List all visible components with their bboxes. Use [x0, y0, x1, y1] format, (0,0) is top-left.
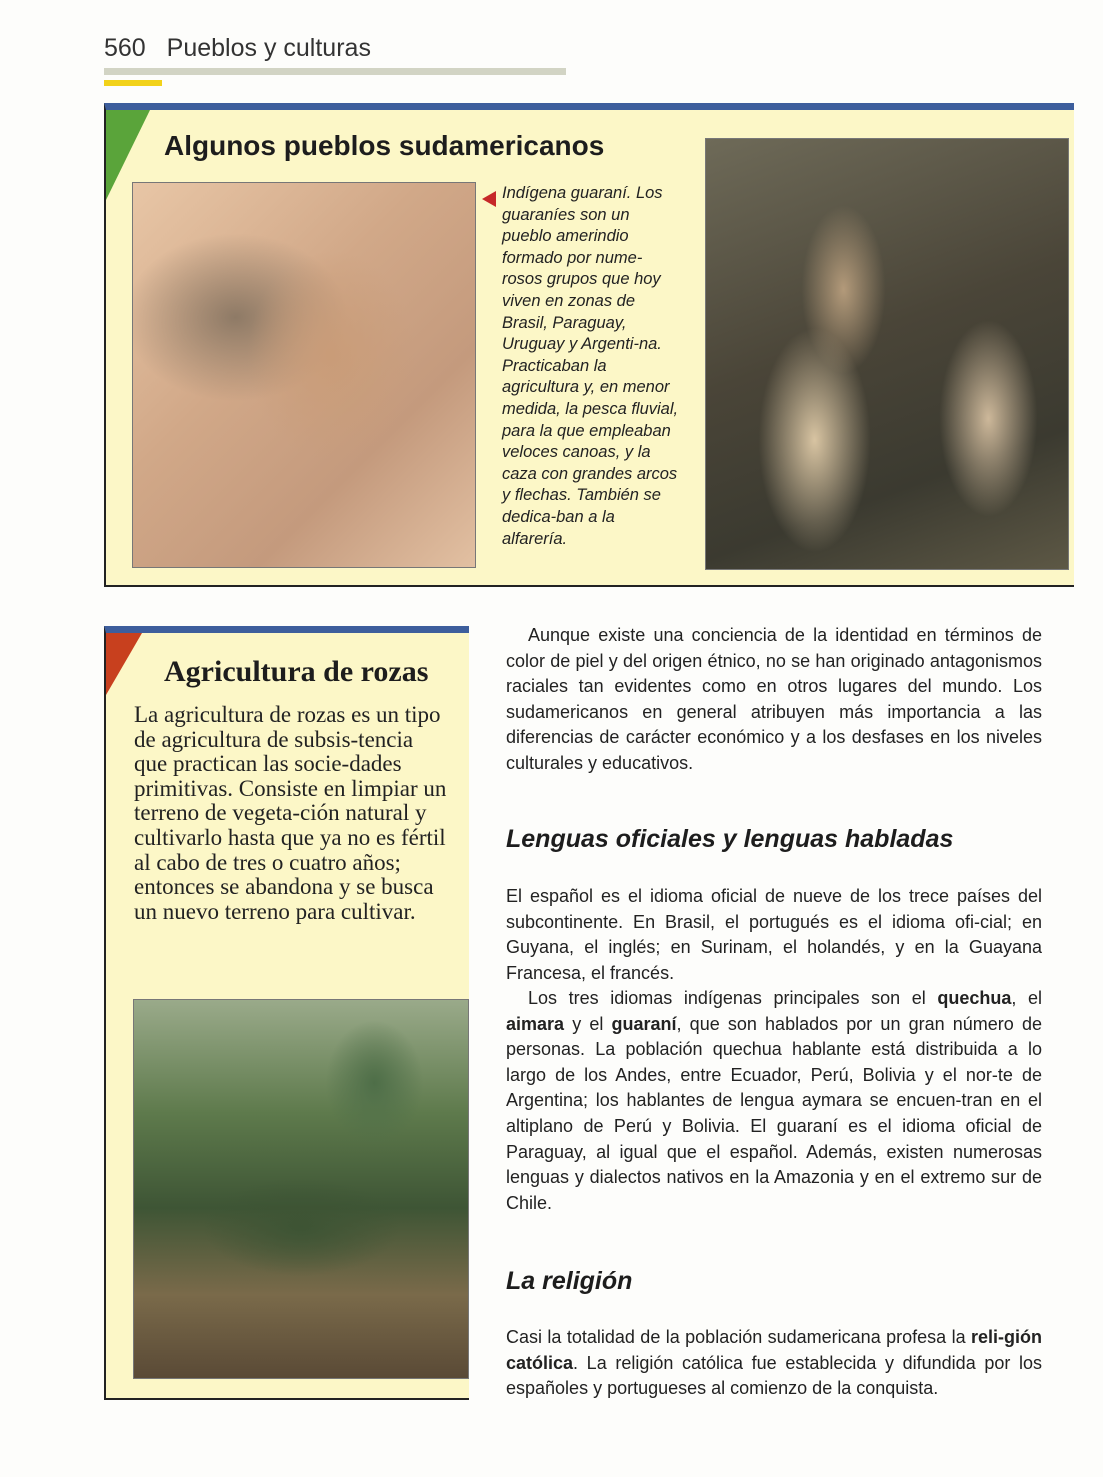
box-title: Agricultura de rozas — [164, 655, 429, 688]
box-text: La agricultura de rozas es un tipo de agricultura de subsis-tencia que practican las socie-dades primitivas. Consiste en limpiar un terreno de vegeta-ción natural y cultivarlo hasta que ya no es fértil al cabo de tres o cuatro años; entonces se abandona y se busca un nuevo terreno para cultivar. — [134, 702, 447, 924]
box-title: Algunos pueblos sudamericanos — [164, 130, 605, 161]
section-heading-lenguas: Lenguas oficiales y lenguas habladas — [506, 825, 954, 853]
slash-and-burn-photo — [133, 999, 469, 1379]
text-run: . La religión católica fue establecida y difundida por los españoles y portugueses al comienzo de la conquista. — [506, 1352, 1042, 1399]
intro-paragraph: Aunque existe una conciencia de la identidad en términos de color de piel y del origen étnico, no se han originado antagonismos raciales tan evidentes como en otros lugares del mundo. Los sudamericanos en general atribuyen más importancia a las diferencias de carácter económico y a los desfases en los niveles culturales y educativos. — [506, 625, 1042, 773]
text-run: , el — [1011, 988, 1042, 1008]
box-corner-accent — [106, 633, 142, 695]
term-quechua: quechua — [937, 988, 1012, 1008]
header-rule — [104, 68, 566, 75]
section-title: Pueblos y culturas — [166, 34, 371, 62]
photo-caption: Indígena guaraní. Los guaraníes son un pueblo amerindio formado por nume-rosos grupos que hoy viven en zonas de Brasil, Paraguay, Uruguay y Argenti-na. Practicaban la agricultura y, en menor medida, la pesca fluvial, para la que empleaban veloces canoas, y la caza con grandes arcos y flechas. También se dedica-ban a la alfarería. — [502, 184, 679, 548]
term-religion-catolica: reli-gión católica — [506, 1327, 1042, 1373]
page-number: 560 — [104, 34, 146, 62]
term-aimara: aimara — [506, 1013, 565, 1034]
text-run: y el — [564, 1013, 612, 1034]
religion-paragraph — [506, 1325, 1042, 1402]
page-header — [104, 34, 371, 63]
text-run: Los tres idiomas indígenas principales son el — [528, 988, 938, 1008]
header-accent — [104, 80, 162, 86]
term-guarani: guaraní — [611, 1013, 677, 1034]
caption-arrow-icon — [482, 191, 496, 207]
lenguas-paragraph-1: El español es el idioma oficial de nueve de los trece países del subcontinente. En Brasil, el portugués es el idioma ofi-cial; en Guyana, el inglés; en Surinam, el holandés, y en la Guayana Francesa, el francés. — [506, 886, 1042, 983]
text-run: Casi la totalidad de la población sudamericana profesa la — [506, 1327, 971, 1347]
lenguas-paragraph-2 — [506, 986, 1042, 1216]
box-algunos-pueblos — [104, 103, 1074, 587]
guarani-portrait-photo — [132, 182, 476, 568]
andean-people-photo — [705, 138, 1069, 570]
text-run: , que son hablados por un gran número de personas. La población quechua hablante está distribuida a lo largo de los Andes, entre Ecuador, Perú, Bolivia y el nor-te de Argentina; los hablantes de lengua aymara se encuen-tran en el altiplano de Perú y Bolivia. El guaraní es el idioma oficial de Paraguay, al igual que el español. Además, existen numerosas lenguas y dialectos nativos en la Amazonia y en el extremo sur de Chile. — [506, 1013, 1042, 1213]
box-agricultura-rozas — [104, 626, 469, 1400]
section-heading-religion: La religión — [506, 1267, 633, 1295]
